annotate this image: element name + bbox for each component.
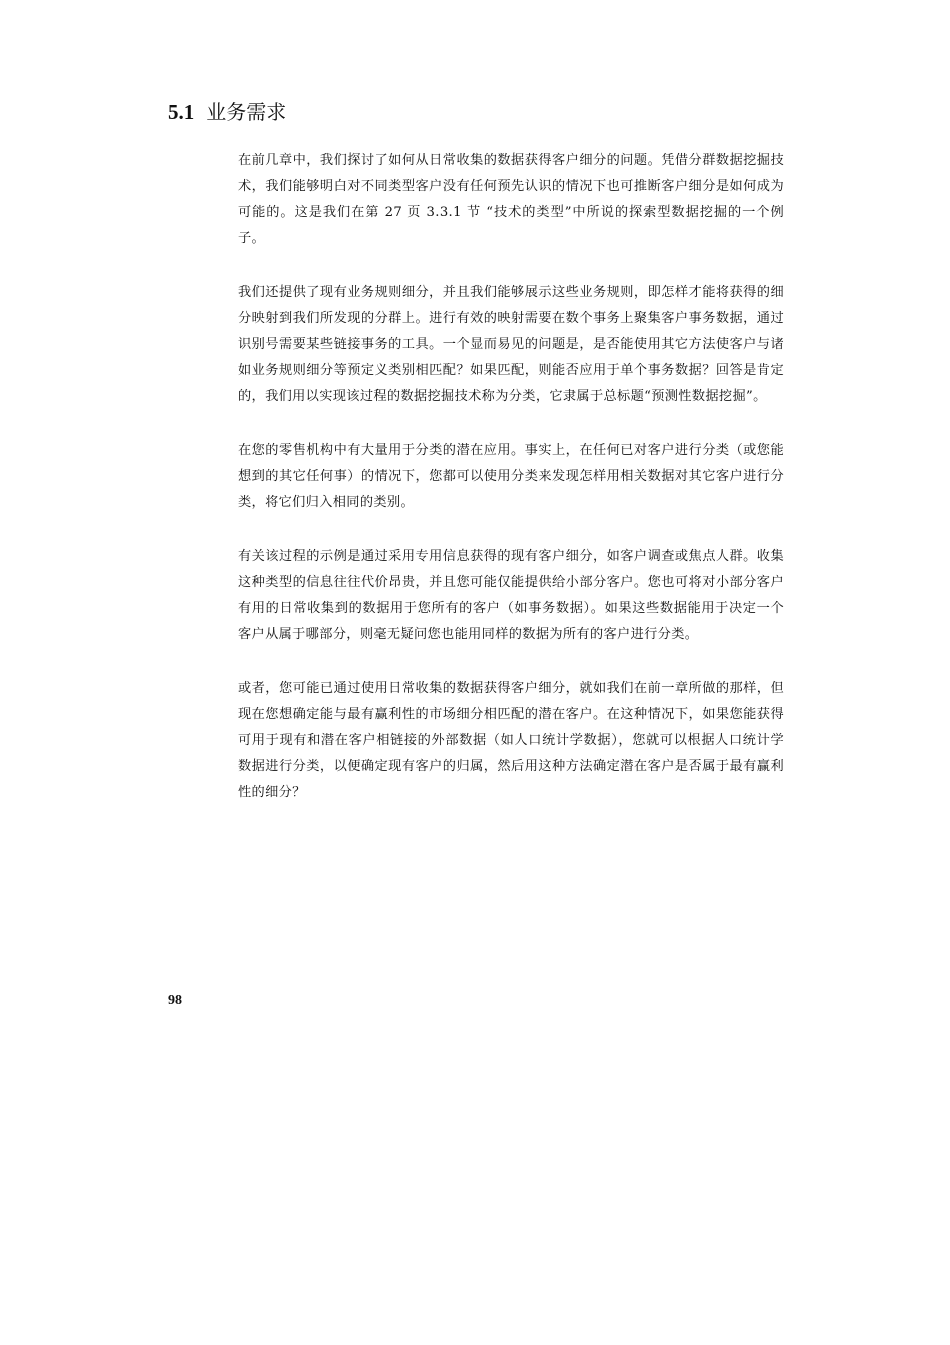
page-number: 98 [168, 993, 182, 1008]
section-heading [168, 96, 286, 128]
paragraph-1: 在前几章中，我们探讨了如何从日常收集的数据获得客户细分的问题。凭借分群数据挖掘技术，我们能够明白对不同类型客户没有任何预先认识的情况下也可推断客户细分是如何成为可能的。这是我们在第 27 页 3.3.1 节 “技术的类型”中所说的探索型数据挖掘的一个例子。 [238, 153, 784, 246]
paragraph-5: 或者，您可能已通过使用日常收集的数据获得客户细分，就如我们在前一章所做的那样，但现在您想确定能与最有赢利性的市场细分相匹配的潜在客户。在这种情况下，如果您能获得可用于现有和潜在客户相链接的外部数据（如人口统计学数据），您就可以根据人口统计学数据进行分类，以便确定现有客户的归属，然后用这种方法确定潜在客户是否属于最有赢利性的细分？ [238, 681, 784, 800]
paragraph-3: 在您的零售机构中有大量用于分类的潜在应用。事实上，在任何已对客户进行分类（或您能想到的其它任何事）的情况下，您都可以使用分类来发现怎样用相关数据对其它客户进行分类，将它们归入相同的类别。 [238, 443, 784, 510]
body-text [238, 148, 784, 834]
paragraph-4: 有关该过程的示例是通过采用专用信息获得的现有客户细分，如客户调查或焦点人群。收集这种类型的信息往往代价昂贵，并且您可能仅能提供给小部分客户。您也可将对小部分客户有用的日常收集到的数据用于您所有的客户（如事务数据）。如果这些数据能用于决定一个客户从属于哪部分，则毫无疑问您也能用同样的数据为所有的客户进行分类。 [238, 549, 784, 642]
section-title: 业务需求 [206, 100, 287, 124]
section-number: 5.1 [168, 100, 195, 124]
paragraph-2: 我们还提供了现有业务规则细分，并且我们能够展示这些业务规则，即怎样才能将获得的细分映射到我们所发现的分群上。进行有效的映射需要在数个事务上聚集客户事务数据，通过识别号需要某些链接事务的工具。一个显而易见的问题是，是否能使用其它方法使客户与诸如业务规则细分等预定义类别相匹配？如果匹配，则能否应用于单个事务数据？回答是肯定的，我们用以实现该过程的数据挖掘技术称为分类，它隶属于总标题“预测性数据挖掘”。 [238, 285, 784, 404]
